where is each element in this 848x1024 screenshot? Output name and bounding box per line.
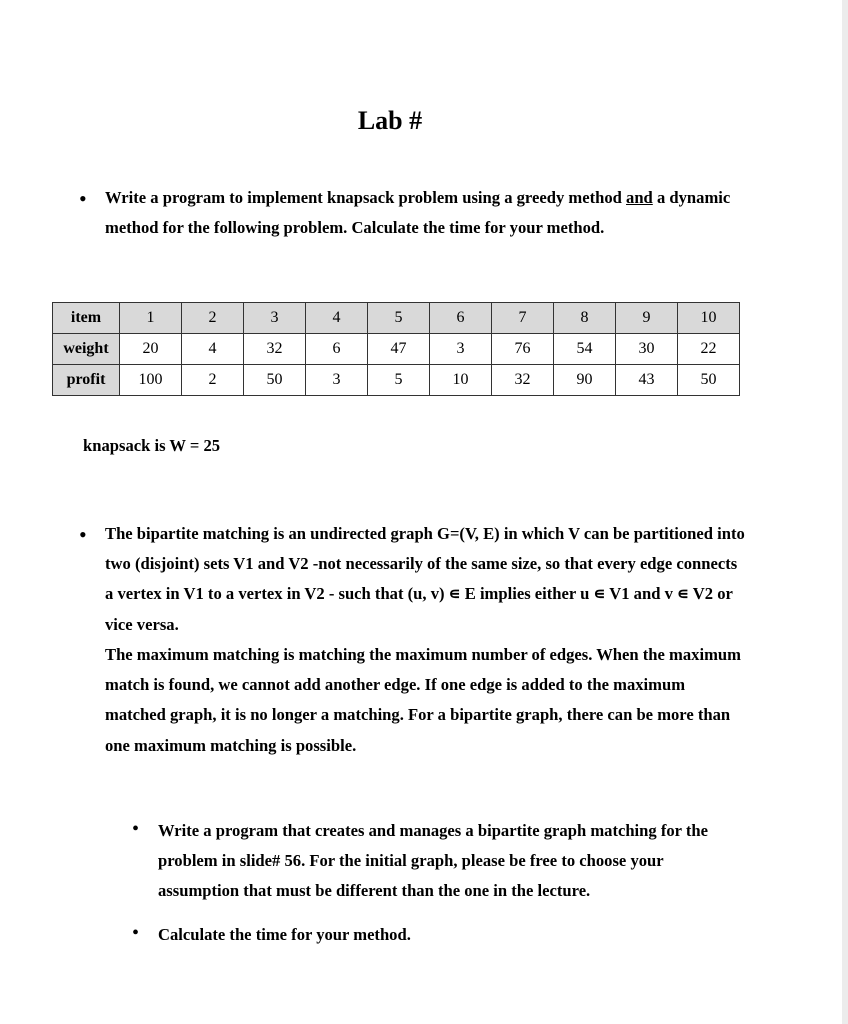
task-knapsack (105, 183, 745, 243)
cell: 2 (182, 365, 244, 396)
cell: 43 (616, 365, 678, 396)
task-text-2: a dynamic method for the following problem. Calculate the time for your method. (105, 188, 731, 238)
row-profit (53, 365, 740, 396)
cell: 10 (678, 303, 740, 334)
subtask-time: Calculate the time for your method. (158, 925, 411, 944)
subtask-program: Write a program that creates and manages a bipartite graph matching for the problem in slide# 56. For the initial graph, please be free to choose your assumption that must be different than the one in the lecture. (158, 821, 708, 901)
row-header: item (53, 303, 120, 334)
cell: 50 (244, 365, 306, 396)
cell: 47 (368, 334, 430, 365)
bullet-dot: • (79, 186, 87, 211)
bullet-dot: • (79, 522, 87, 547)
knapsack-table (52, 302, 740, 396)
cell: 54 (554, 334, 616, 365)
cell: 7 (492, 303, 554, 334)
cell: 50 (678, 365, 740, 396)
cell: 32 (244, 334, 306, 365)
cell: 90 (554, 365, 616, 396)
cell: 4 (306, 303, 368, 334)
cell: 3 (306, 365, 368, 396)
row-header: weight (53, 334, 120, 365)
row-header: profit (53, 365, 120, 396)
cell: 10 (430, 365, 492, 396)
cell: 30 (616, 334, 678, 365)
cell: 6 (430, 303, 492, 334)
cell: 9 (616, 303, 678, 334)
task-underlined: and (626, 188, 653, 207)
page-title: Lab # (357, 106, 423, 135)
maximum-matching-text: The maximum matching is matching the maximum number of edges. When the maximum match is found, we cannot add another edge. If one edge is added to the maximum matched graph, it is no longer a matching. For a bipartite graph, there can be more than one maximum matching is possible. (105, 645, 741, 755)
page-edge (842, 0, 848, 1024)
cell: 2 (182, 303, 244, 334)
cell: 5 (368, 303, 430, 334)
task-text-1: Write a program to implement knapsack problem using a greedy method (105, 188, 627, 207)
cell: 3 (430, 334, 492, 365)
cell: 3 (244, 303, 306, 334)
cell: 5 (368, 365, 430, 396)
cell: 32 (492, 365, 554, 396)
cell: 20 (120, 334, 182, 365)
bullet-dot: • (132, 922, 140, 944)
cell: 4 (182, 334, 244, 365)
cell: 76 (492, 334, 554, 365)
bullet-dot: • (132, 818, 140, 840)
knapsack-capacity: knapsack is W = 25 (83, 436, 221, 455)
cell: 6 (306, 334, 368, 365)
cell: 8 (554, 303, 616, 334)
cell: 22 (678, 334, 740, 365)
row-weight (53, 334, 740, 365)
row-item (53, 303, 740, 334)
cell: 1 (120, 303, 182, 334)
cell: 100 (120, 365, 182, 396)
bipartite-definition: The bipartite matching is an undirected graph G=(V, E) in which V can be partitioned into two (disjoint) sets V1 and V2 -not necessarily of the same size, so that every edge connects a vertex in V1 to a vertex in V2 - such that (u, v) ∊ E implies either u ∊ V1 and v ∊ V2 or vice versa. (105, 524, 745, 634)
